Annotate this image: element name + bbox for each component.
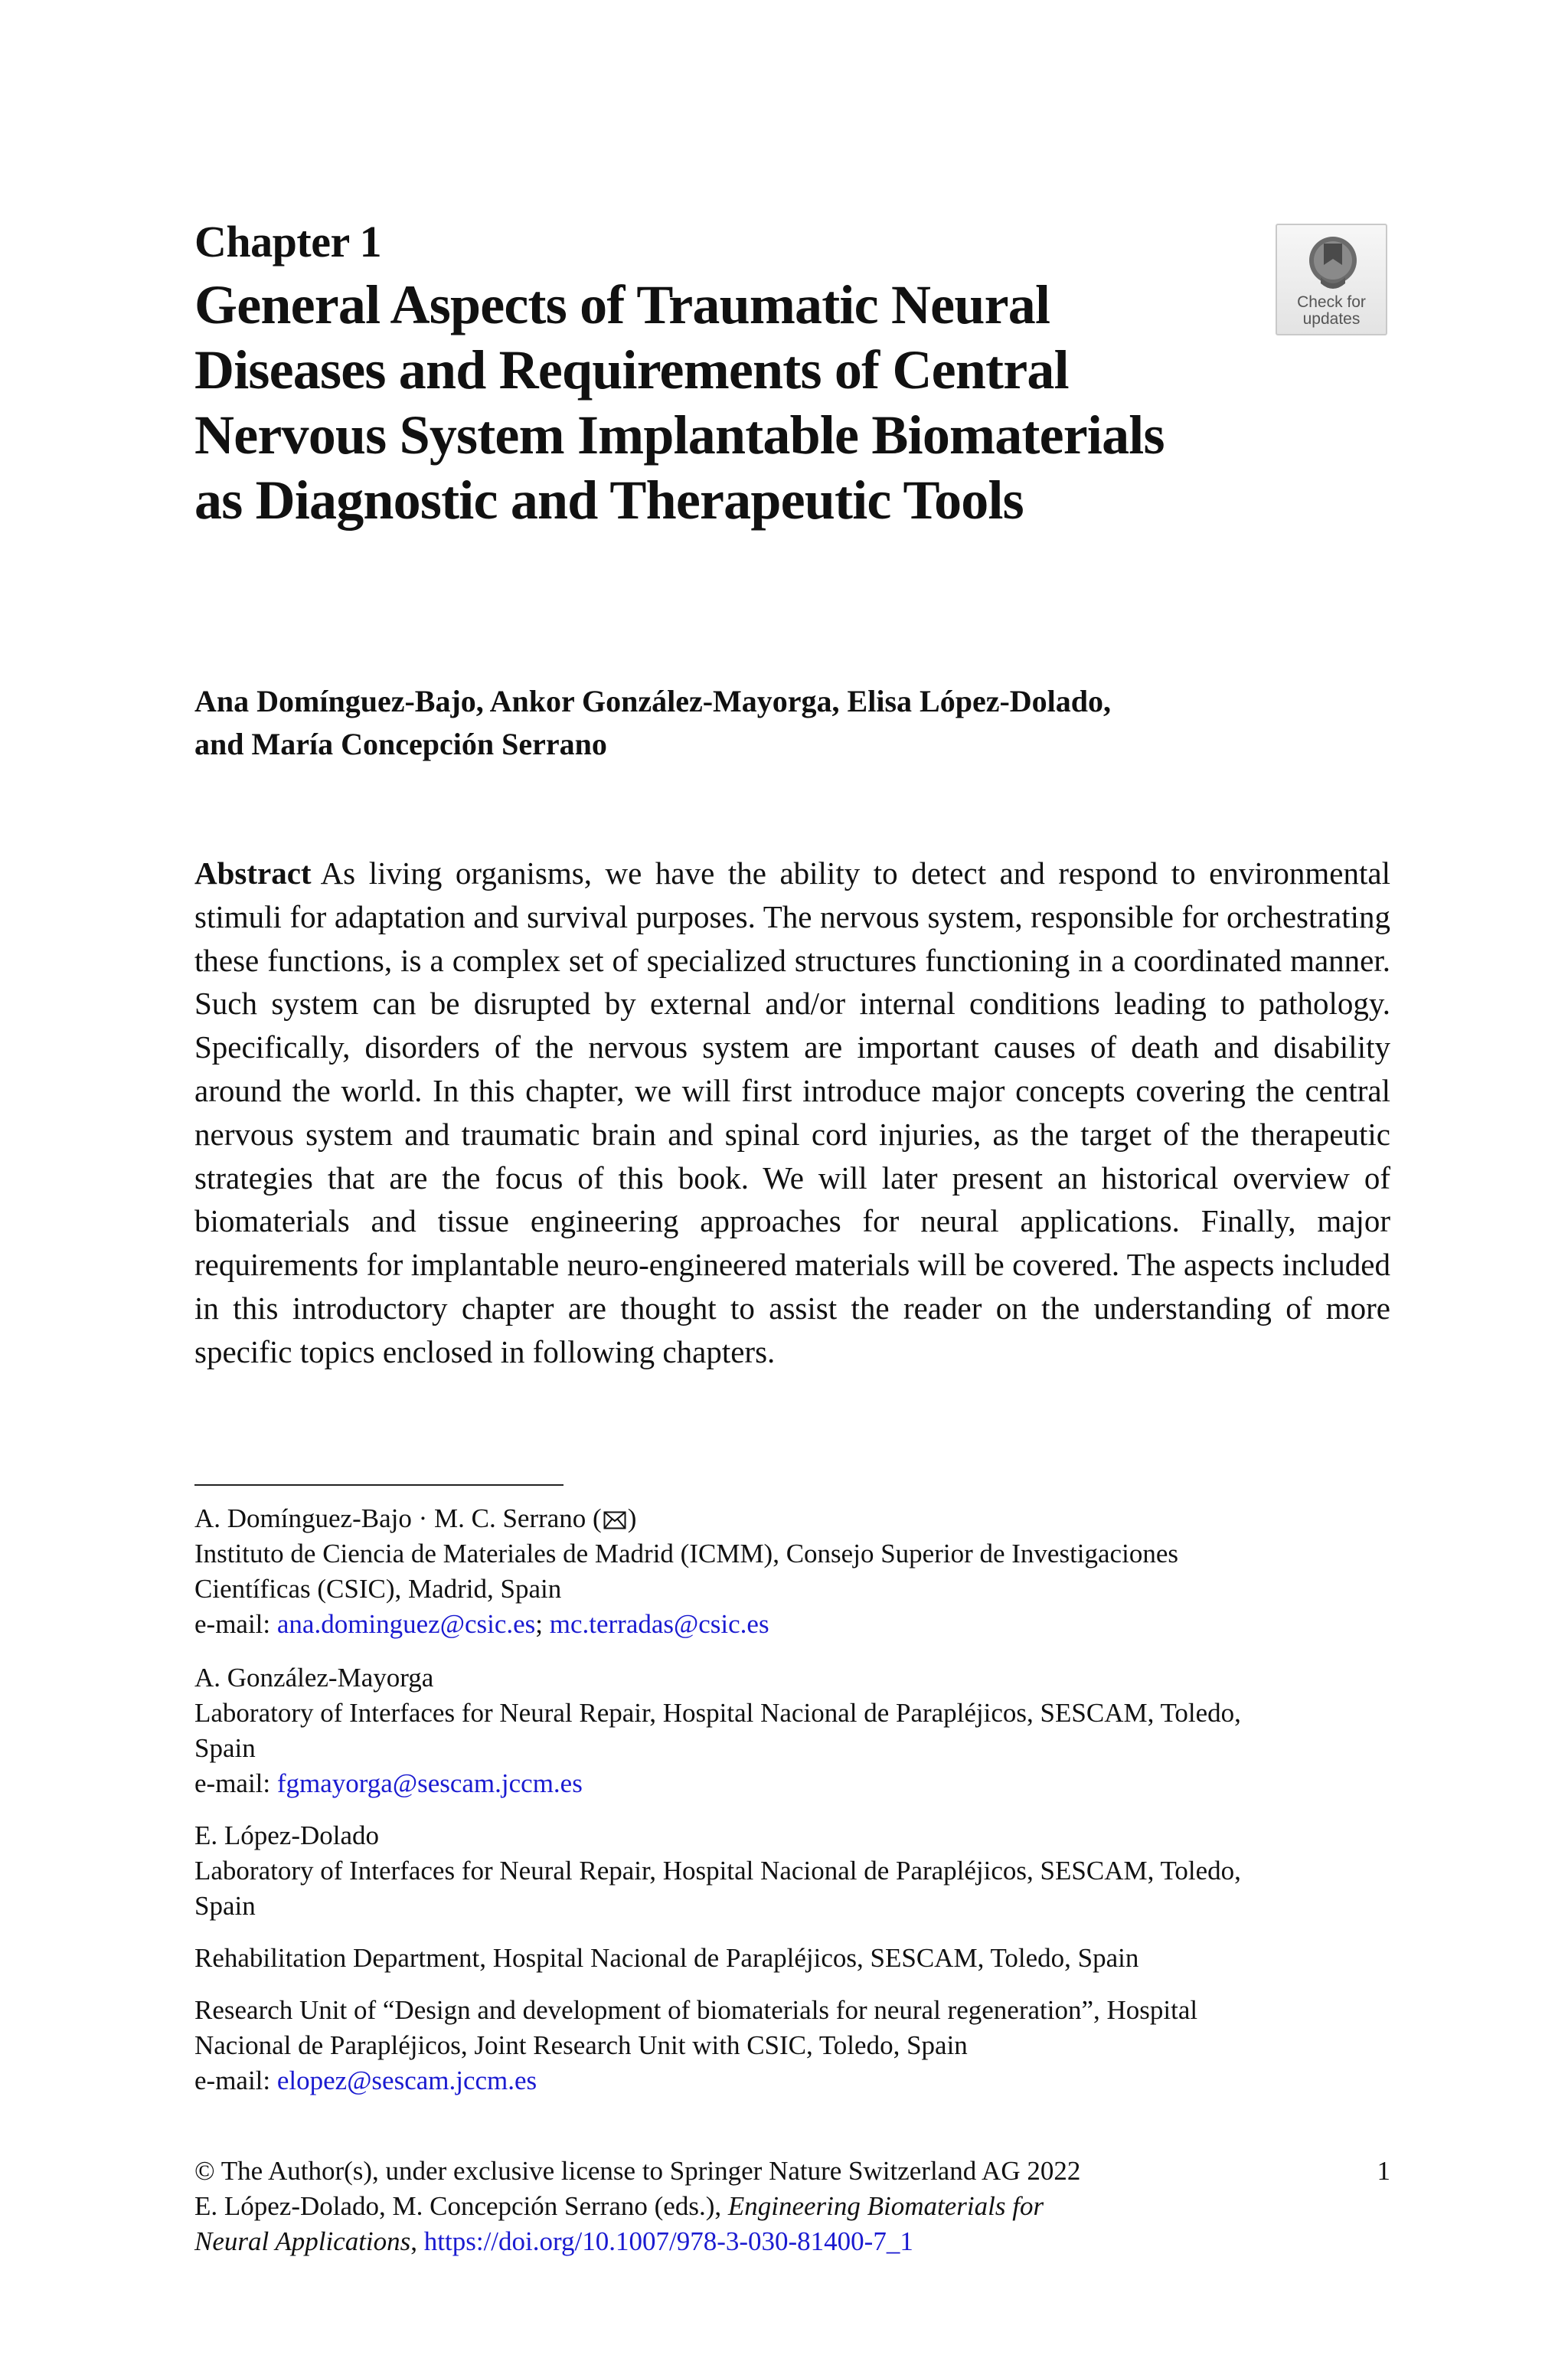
affiliation-department: Rehabilitation Department, Hospital Nacional de Parapléjicos, SESCAM, Toledo, Spain [194, 1943, 1139, 1973]
book-title-part-1: Engineering Biomaterials for [727, 2191, 1044, 2221]
email-link-gonzalez[interactable]: fgmayorga@sescam.jccm.es [276, 1768, 583, 1798]
doi-link[interactable]: https://doi.org/10.1007/978-3-030-81400-7_1 [423, 2226, 913, 2256]
check-for-updates-badge[interactable] [1276, 224, 1387, 335]
affiliation-institution-line-2: Científicas (CSIC), Madrid, Spain [194, 1574, 562, 1604]
affiliation-block-5 [194, 1993, 1390, 2098]
affiliation-email-line: e-mail: elopez@sescam.jccm.es [194, 2066, 537, 2095]
badge-text [1277, 294, 1386, 328]
affiliation-block-3 [194, 1818, 1390, 1924]
email-link-terradas[interactable]: mc.terradas@csic.es [549, 1609, 769, 1639]
affiliation-name: E. López-Dolado [194, 1820, 380, 1850]
affiliation-block-4 [194, 1941, 1390, 1976]
affiliations [194, 1501, 1390, 2117]
author-line-2: and María Concepción Serrano [194, 727, 607, 761]
affiliation-institution-line-1: Instituto de Ciencia de Materiales de Madrid (ICMM), Consejo Superior de Investigaciones [194, 1539, 1178, 1568]
email-link-dominguez[interactable]: ana.dominguez@csic.es [276, 1609, 536, 1639]
page-number: 1 [1377, 2156, 1390, 2186]
chapter-title: General Aspects of Traumatic Neural Diseases and Requirements of Central Nervous System Implantable Biomaterials as Diagnostic and Therapeutic Tools [194, 274, 1165, 531]
abstract-text: As living organisms, we have the ability to detect and respond to environmental stimuli for adaptation and survival purposes. The nervous system, responsible for orchestrating these functions, is a complex set of specialized structures functioning in a coordinated manner. Such system can be disrupted by external and/or internal conditions leading to pathology. Specifically, disorders of the nervous system are important causes of death and disability around the world. In this chapter, we will first introduce major concepts covering the central nervous system and traumatic brain and spinal cord injuries, as the target of the therapeutic strategies that are the focus of this book. We will later present an historical overview of biomaterials and tissue engineering approaches for neural applications. Finally, major requirements for implantable neuro-engineered materials will be covered. The aspects included in this introductory chapter are thought to assist the reader on the understanding of more specific topics enclosed in following chapters. [194, 855, 1390, 1369]
affiliation-institution-line-2: Spain [194, 1891, 256, 1921]
affiliation-institution-line-2: Spain [194, 1733, 256, 1763]
affiliation-email-line: e-mail: fgmayorga@sescam.jccm.es [194, 1768, 583, 1798]
editors-line: E. López-Dolado, M. Concepción Serrano (eds.), Engineering Biomaterials for [194, 2191, 1044, 2221]
book-title-part-2: Neural Applications [194, 2226, 411, 2256]
affiliation-institution-line-1: Laboratory of Interfaces for Neural Repair, Hospital Nacional de Parapléjicos, SESCAM, Toledo, [194, 1698, 1241, 1728]
footnote-rule [194, 1484, 564, 1486]
affiliation-unit-line-2: Nacional de Parapléjicos, Joint Research Unit with CSIC, Toledo, Spain [194, 2030, 968, 2060]
check-for-updates-icon [1305, 233, 1361, 291]
affiliation-names: A. Domínguez-Bajo · M. C. Serrano ( ) [194, 1503, 637, 1533]
badge-line2: updates [1302, 310, 1361, 328]
book-doi-line: Neural Applications, https://doi.org/10.1007/978-3-030-81400-7_1 [194, 2226, 913, 2256]
affiliation-email-line: e-mail: ana.dominguez@csic.es; mc.terradas@csic.es [194, 1609, 769, 1639]
email-link-lopez[interactable]: elopez@sescam.jccm.es [276, 2066, 537, 2095]
abstract [194, 852, 1390, 1374]
affiliation-name: A. González-Mayorga [194, 1663, 434, 1693]
abstract-label: Abstract [194, 855, 312, 891]
affiliation-institution-line-1: Laboratory of Interfaces for Neural Repair, Hospital Nacional de Parapléjicos, SESCAM, Toledo, [194, 1856, 1241, 1886]
author-list [194, 680, 1390, 766]
affiliation-block-1 [194, 1501, 1390, 1642]
page-footer [194, 2154, 1390, 2259]
envelope-icon[interactable] [603, 1511, 626, 1529]
badge-line1: Check for [1297, 293, 1366, 311]
chapter-label: Chapter 1 [194, 217, 382, 267]
page [194, 0, 1390, 2378]
affiliation-unit-line-1: Research Unit of “Design and development of biomaterials for neural regeneration”, Hospital [194, 1995, 1198, 2025]
copyright-line: © The Author(s), under exclusive license to Springer Nature Switzerland AG 2022 [194, 2156, 1081, 2186]
author-line-1: Ana Domínguez-Bajo, Ankor González-Mayorga, Elisa López-Dolado, [194, 684, 1112, 718]
affiliation-block-2 [194, 1660, 1390, 1801]
